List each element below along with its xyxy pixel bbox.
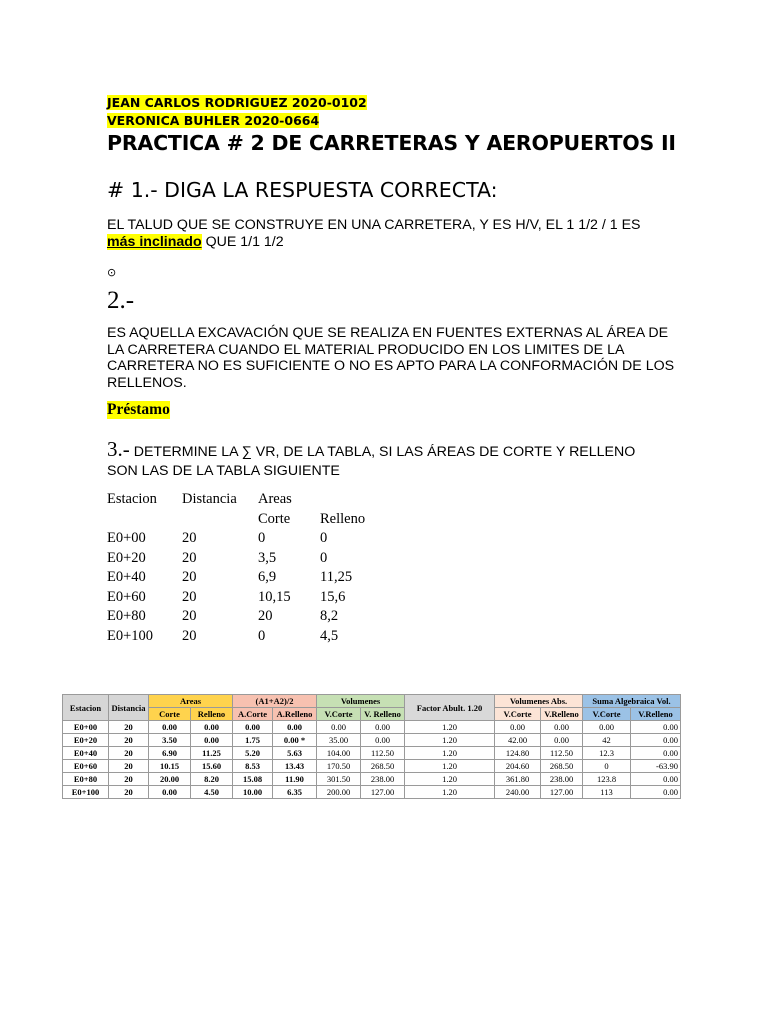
table-cell: 238.00 [361,773,405,786]
table-cell: 11.90 [273,773,317,786]
table-cell: 0.00 * [273,734,317,747]
table-cell: 0.00 [631,747,681,760]
table-cell: 10.00 [233,786,273,799]
calc-subheader: A.Corte [233,708,273,721]
table-header-row [107,490,390,510]
table-cell: E0+80 [63,773,109,786]
table-cell: 8.53 [233,760,273,773]
table-cell: 42.00 [495,734,541,747]
table-cell: 0 [258,627,266,644]
table-cell: 15.08 [233,773,273,786]
table-cell: 112.50 [361,747,405,760]
header-cell: Areas [258,491,292,507]
table-cell: 0 [258,530,266,546]
q1-text-after: QUE 1/1 1/2 [205,234,284,250]
table-row [107,529,390,549]
table-cell: 3.50 [149,734,191,747]
q1-text [107,217,667,251]
table-cell: 1.20 [405,734,495,747]
header-cell: Relleno [320,510,366,527]
q1-answer: más inclinado [107,234,202,250]
calc-header-suma: Suma Algebraica Vol. [583,695,681,708]
table-row [63,747,681,760]
table-cell: 6.90 [149,747,191,760]
table-cell: 20 [182,549,197,566]
calculation-table [62,694,681,799]
calc-header-distancia: Distancia [109,695,149,721]
calc-subheader: Relleno [191,708,233,721]
table-cell: 104.00 [317,747,361,760]
radio-button-icon[interactable]: ⊙ [107,266,117,279]
table-cell: E0+20 [63,734,109,747]
table-cell: 170.50 [317,760,361,773]
table-cell: 20 [109,734,149,747]
table-cell: E0+80 [107,608,146,624]
table-cell: 20 [109,721,149,734]
table-cell: 0.00 [191,721,233,734]
header-cell: Estacion [107,491,157,507]
table-cell: 20 [109,773,149,786]
table-cell: 5.20 [233,747,273,760]
header-cell: Corte [258,510,291,527]
calc-header-vol-abs: Volumenes Abs. [495,695,583,708]
table-cell: 0.00 [361,734,405,747]
author-1: JEAN CARLOS RODRIGUEZ 2020-0102 [107,95,367,110]
table-cell: E0+100 [63,786,109,799]
table-cell: 0 [320,530,328,546]
table-cell: 3,5 [258,549,277,566]
table-cell: 112.50 [541,747,583,760]
table-cell: 0.00 [631,721,681,734]
table-cell: E0+40 [107,569,146,585]
table-cell: 0 [320,549,328,566]
table-cell: 124.80 [495,747,541,760]
table-cell: 0.00 [191,734,233,747]
table-cell: 10.15 [149,760,191,773]
table-cell: 11,25 [320,569,353,585]
header-cell [320,490,390,510]
table-cell: 127.00 [541,786,583,799]
table-cell: 35.00 [317,734,361,747]
calc-subheader: V.Relleno [631,708,681,721]
table-row [107,568,390,588]
q2-text: ES AQUELLA EXCAVACIÓN QUE SE REALIZA EN FUENTES EXTERNAS AL ÁREA DE LA CARRETERA CUANDO EL MATERIAL PRODUCIDO EN LOS LIMITES DE LA CARRETERA NO ES SUFICIENTE O NO ES APTO PARA LA CONFORMACIÓN DE LOS RELLENOS. [107,325,675,391]
table-cell: 0.00 [149,786,191,799]
calc-subheader: V.Corte [583,708,631,721]
table-cell: 1.20 [405,786,495,799]
table-cell: 20 [182,530,197,546]
calc-group-header-row [63,695,681,708]
table-cell: 5.63 [273,747,317,760]
table-cell: -63.90 [631,760,681,773]
table-cell: 20 [182,608,197,624]
calc-subheader: A.Relleno [273,708,317,721]
table-cell: 8.20 [191,773,233,786]
calc-header-factor: Factor Abult. 1.20 [405,695,495,721]
calc-subheader: V. Relleno [361,708,405,721]
table-cell: 0.00 [317,721,361,734]
table-row [63,734,681,747]
table-cell: 20 [182,588,197,605]
q2-heading: 2.- [107,287,135,314]
table-cell: 361.80 [495,773,541,786]
table-cell: 0 [583,760,631,773]
calc-subheader: V.Corte [495,708,541,721]
table-cell: 6,9 [258,569,277,585]
table-cell: 15.60 [191,760,233,773]
table-cell: E0+60 [107,588,146,605]
table-cell: 1.20 [405,760,495,773]
table-cell: 1.20 [405,747,495,760]
table-cell: 4,5 [320,627,339,644]
table-cell: 20 [109,786,149,799]
table-cell: 301.50 [317,773,361,786]
data-table [107,490,390,646]
table-cell: E0+00 [107,530,146,546]
table-row [63,773,681,786]
table-cell: 200.00 [317,786,361,799]
q3-number: 3.- [107,437,130,461]
table-cell: 11.25 [191,747,233,760]
q3-text-line1 [107,437,635,462]
table-cell: 6.35 [273,786,317,799]
table-cell: 268.50 [361,760,405,773]
table-cell: 42 [583,734,631,747]
table-row [107,588,390,608]
calc-subheader: Corte [149,708,191,721]
author-2: VERONICA BUHLER 2020-0664 [107,113,320,128]
calc-header-a12: (A1+A2)/2 [233,695,317,708]
table-cell: 20 [182,627,197,644]
table-cell: 0.00 [541,721,583,734]
table-cell: E0+00 [63,721,109,734]
table-cell: 10,15 [258,588,291,605]
table-cell: 1.75 [233,734,273,747]
q3-text1: DETERMINE LA ∑ VR, DE LA TABLA, SI LAS ÁREAS DE CORTE Y RELLENO [133,444,636,460]
calc-header-volumenes: Volumenes [317,695,405,708]
calc-subheader: V.Corte [317,708,361,721]
table-row [107,549,390,569]
table-cell: 0.00 [233,721,273,734]
table-cell: 113 [583,786,631,799]
table-cell: 20 [182,569,197,585]
table-cell: 0.00 [361,721,405,734]
table-cell: 0.00 [631,786,681,799]
table-cell: 238.00 [541,773,583,786]
table-cell: 0.00 [541,734,583,747]
table-cell: 13.43 [273,760,317,773]
table-cell: E0+20 [107,549,146,566]
calc-header-estacion: Estacion [63,695,109,721]
table-cell: 8,2 [320,608,339,624]
table-cell: 20.00 [149,773,191,786]
table-cell: 20 [109,760,149,773]
page-title: PRACTICA # 2 DE CARRETERAS Y AEROPUERTOS II [107,131,676,155]
table-cell: 0.00 [149,721,191,734]
table-cell: E0+40 [63,747,109,760]
table-cell: 0.00 [273,721,317,734]
table-cell: 240.00 [495,786,541,799]
table-cell: 123.8 [583,773,631,786]
table-cell: 0.00 [631,734,681,747]
table-row [63,721,681,734]
table-cell: 204.60 [495,760,541,773]
table-cell: 0.00 [631,773,681,786]
table-cell: 268.50 [541,760,583,773]
table-cell: 4.50 [191,786,233,799]
table-cell: 20 [109,747,149,760]
table-cell: 0.00 [583,721,631,734]
table-cell: 20 [258,608,273,624]
q1-heading: # 1.- DIGA LA RESPUESTA CORRECTA: [107,178,498,202]
table-cell: 1.20 [405,721,495,734]
header-cell [182,510,258,530]
table-cell: 0.00 [495,721,541,734]
calc-subheader-row [63,708,681,721]
table-row [107,607,390,627]
table-row [63,786,681,799]
table-cell: E0+60 [63,760,109,773]
header-cell [107,510,182,530]
table-cell: 12.3 [583,747,631,760]
header-cell: Distancia [182,491,237,507]
q2-answer: Préstamo [107,401,170,418]
table-cell: 1.20 [405,773,495,786]
q3-text2: SON LAS DE LA TABLA SIGUIENTE [107,463,340,479]
table-row [107,627,390,647]
calc-header-areas: Areas [149,695,233,708]
table-cell: E0+100 [107,627,154,644]
table-row [63,760,681,773]
q1-text-before: EL TALUD QUE SE CONSTRUYE EN UNA CARRETERA, Y ES H/V, EL 1 1/2 / 1 ES [107,217,641,233]
authors-block [107,94,367,130]
table-cell: 15,6 [320,588,346,605]
table-subheader-row [107,510,390,530]
table-cell: 127.00 [361,786,405,799]
calc-subheader: V.Relleno [541,708,583,721]
